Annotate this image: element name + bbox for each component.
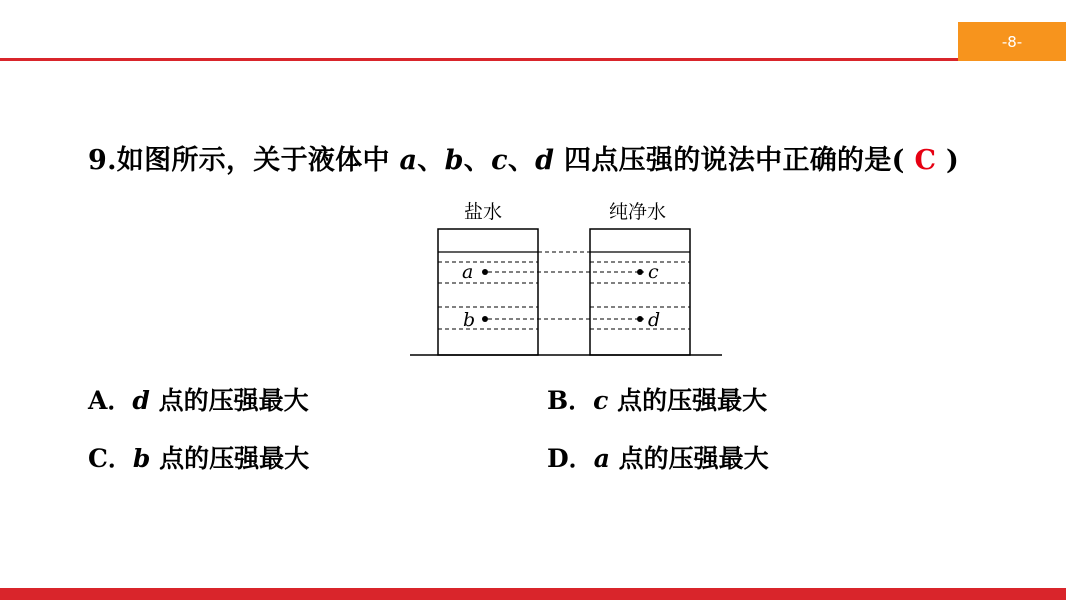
label-salt-water: 盐水	[464, 201, 503, 223]
question-middle: 四点压强的说法中正确的是(	[554, 145, 905, 176]
answer-text: C	[914, 145, 937, 176]
option-letter: B．	[547, 386, 594, 415]
option-d[interactable]	[547, 439, 769, 475]
question-prefix: 9.如图所示，关于液体中	[88, 145, 400, 176]
point-a-label: a	[462, 261, 474, 283]
container-diagram	[408, 196, 724, 360]
point-d-label: d	[648, 309, 661, 331]
option-text: 点的压强最大	[609, 444, 769, 473]
option-var: b	[132, 444, 151, 473]
question-sep: 、	[417, 145, 445, 176]
option-b[interactable]	[547, 381, 767, 417]
option-letter: A．	[88, 386, 133, 415]
option-text: 点的压强最大	[608, 386, 768, 415]
option-c[interactable]	[88, 439, 309, 475]
page-number-badge: -8-	[958, 22, 1066, 61]
option-text: 点的压强最大	[150, 444, 310, 473]
option-letter: C．	[88, 444, 133, 473]
question-var-d: d	[535, 145, 555, 176]
option-var: d	[132, 386, 150, 415]
option-var: a	[593, 444, 610, 473]
left-container	[438, 229, 538, 355]
label-pure-water: 纯净水	[609, 201, 667, 223]
question-sep: 、	[507, 145, 536, 176]
option-a[interactable]	[88, 381, 309, 417]
option-text: 点的压强最大	[149, 386, 309, 415]
point-b-label: b	[463, 309, 476, 331]
point-d-dot	[637, 316, 643, 322]
bottom-rule	[0, 588, 1066, 600]
point-c-label: c	[648, 261, 659, 283]
question-sep: 、	[463, 145, 492, 176]
question-var-b: b	[444, 145, 464, 176]
option-var: c	[593, 386, 609, 415]
top-rule	[0, 58, 958, 61]
question-var-a: a	[399, 145, 418, 176]
question-text	[88, 138, 959, 177]
question-suffix: )	[945, 145, 960, 176]
point-a-dot	[482, 269, 488, 275]
question-var-c: c	[491, 145, 508, 176]
option-letter: D．	[547, 444, 594, 473]
point-c-dot	[637, 269, 643, 275]
point-b-dot	[482, 316, 488, 322]
right-container	[590, 229, 690, 355]
